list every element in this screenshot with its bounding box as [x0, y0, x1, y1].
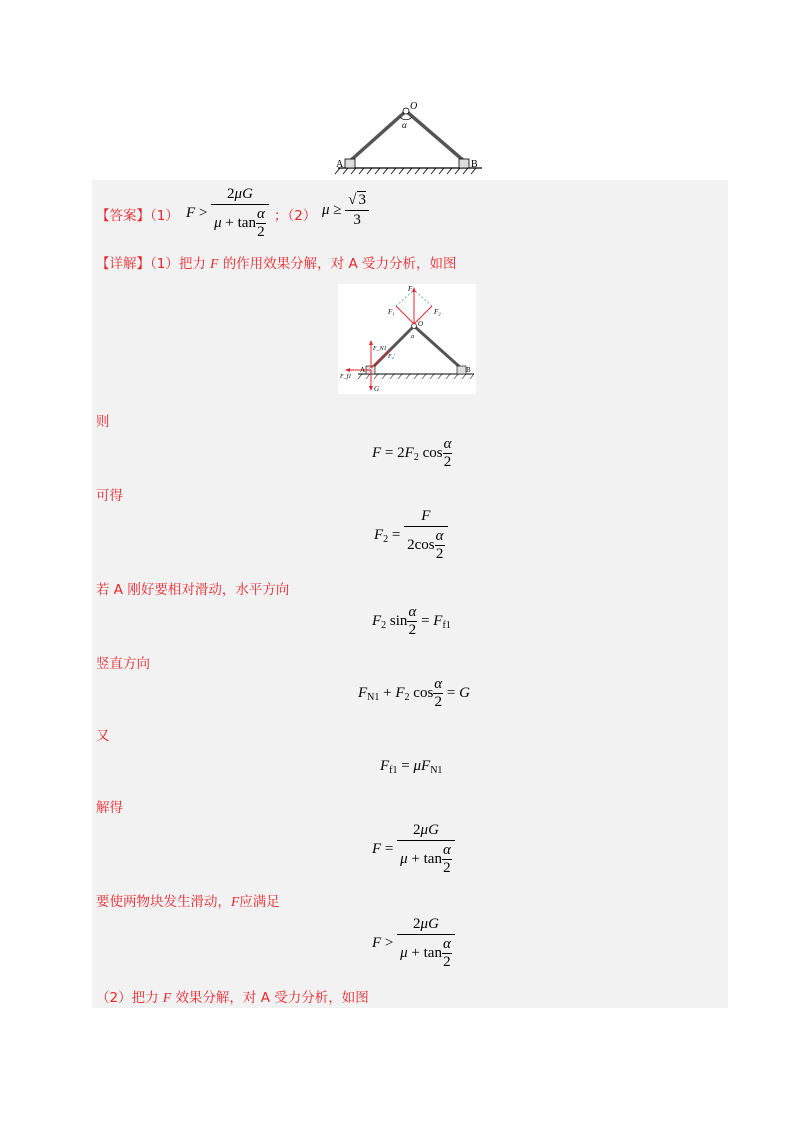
step-vertical: 竖直方向 [96, 656, 150, 672]
step-then: 则 [96, 414, 110, 430]
step-obtain: 可得 [96, 488, 123, 504]
step-also: 又 [96, 728, 110, 744]
step-requirement: 要使两物块发生滑动，F应满足 [96, 894, 280, 910]
label-Ff1: F_f1 [340, 374, 352, 380]
equation-6: F = 2μG μ + tan $\frac{\alpha}{2}$ [372, 822, 455, 877]
label-B2: B [466, 366, 471, 374]
label-O2: O [418, 320, 424, 328]
equation-4: $F_{N1} + F_2$ cos $\frac{\alpha}{2}$ = G [358, 676, 470, 710]
label-alpha: α [402, 120, 407, 130]
answer-formula-1: F > 2μG μ + tan $\frac{\alpha}{2}$ [186, 186, 269, 241]
answer-part1: （1） [150, 208, 179, 224]
answer-part2: （2） [287, 208, 317, 224]
equation-1: $F = 2F_2$ cos $\frac{\alpha}{2}$ [372, 436, 452, 470]
answer-tag: 【答案】 [96, 208, 150, 224]
step-solve: 解得 [96, 800, 123, 816]
label-A2: A [360, 366, 366, 374]
detail-tag: 【详解】 [96, 256, 150, 272]
label-O: O [410, 101, 418, 112]
detail-intro: 【详解】（1）把力 F 的作用效果分解，对 A 受力分析，如图 [96, 256, 457, 272]
label-B: B [471, 159, 478, 170]
figure-force-analysis [338, 284, 476, 394]
equation-3: $F_2$ sin $\frac{\alpha}{2}$ = $F_{f1}$ [372, 604, 451, 638]
label-F: F [408, 285, 413, 293]
label-F2: F₂ [434, 308, 441, 316]
answer-formula-2: μ ≥ $\frac{√ 3}{3}$ [322, 192, 369, 229]
figure-two-rods [330, 98, 490, 178]
label-G: G [374, 385, 380, 393]
label-alpha2: α [411, 334, 415, 340]
label-F1: F₁ [388, 308, 395, 316]
label-F2prime: F₂' [388, 354, 396, 360]
step-part2: （2）把力 F 效果分解，对 A 受力分析，如图 [96, 990, 369, 1006]
equation-7: F > 2μG μ + tan $\frac{\alpha}{2}$ [372, 916, 455, 971]
step-horizontal: 若 A 刚好要相对滑动，水平方向 [96, 582, 290, 598]
equation-5: $F_{f1} = \mu F_{N1}$ [380, 758, 443, 776]
answer-line [96, 204, 179, 224]
answer-separator: ； [274, 208, 288, 224]
label-A: A [336, 159, 344, 170]
equation-2: $F_2$ = F 2cos $\frac{\alpha}{2}$ [374, 508, 448, 563]
label-FN1: F_N1 [373, 346, 387, 352]
